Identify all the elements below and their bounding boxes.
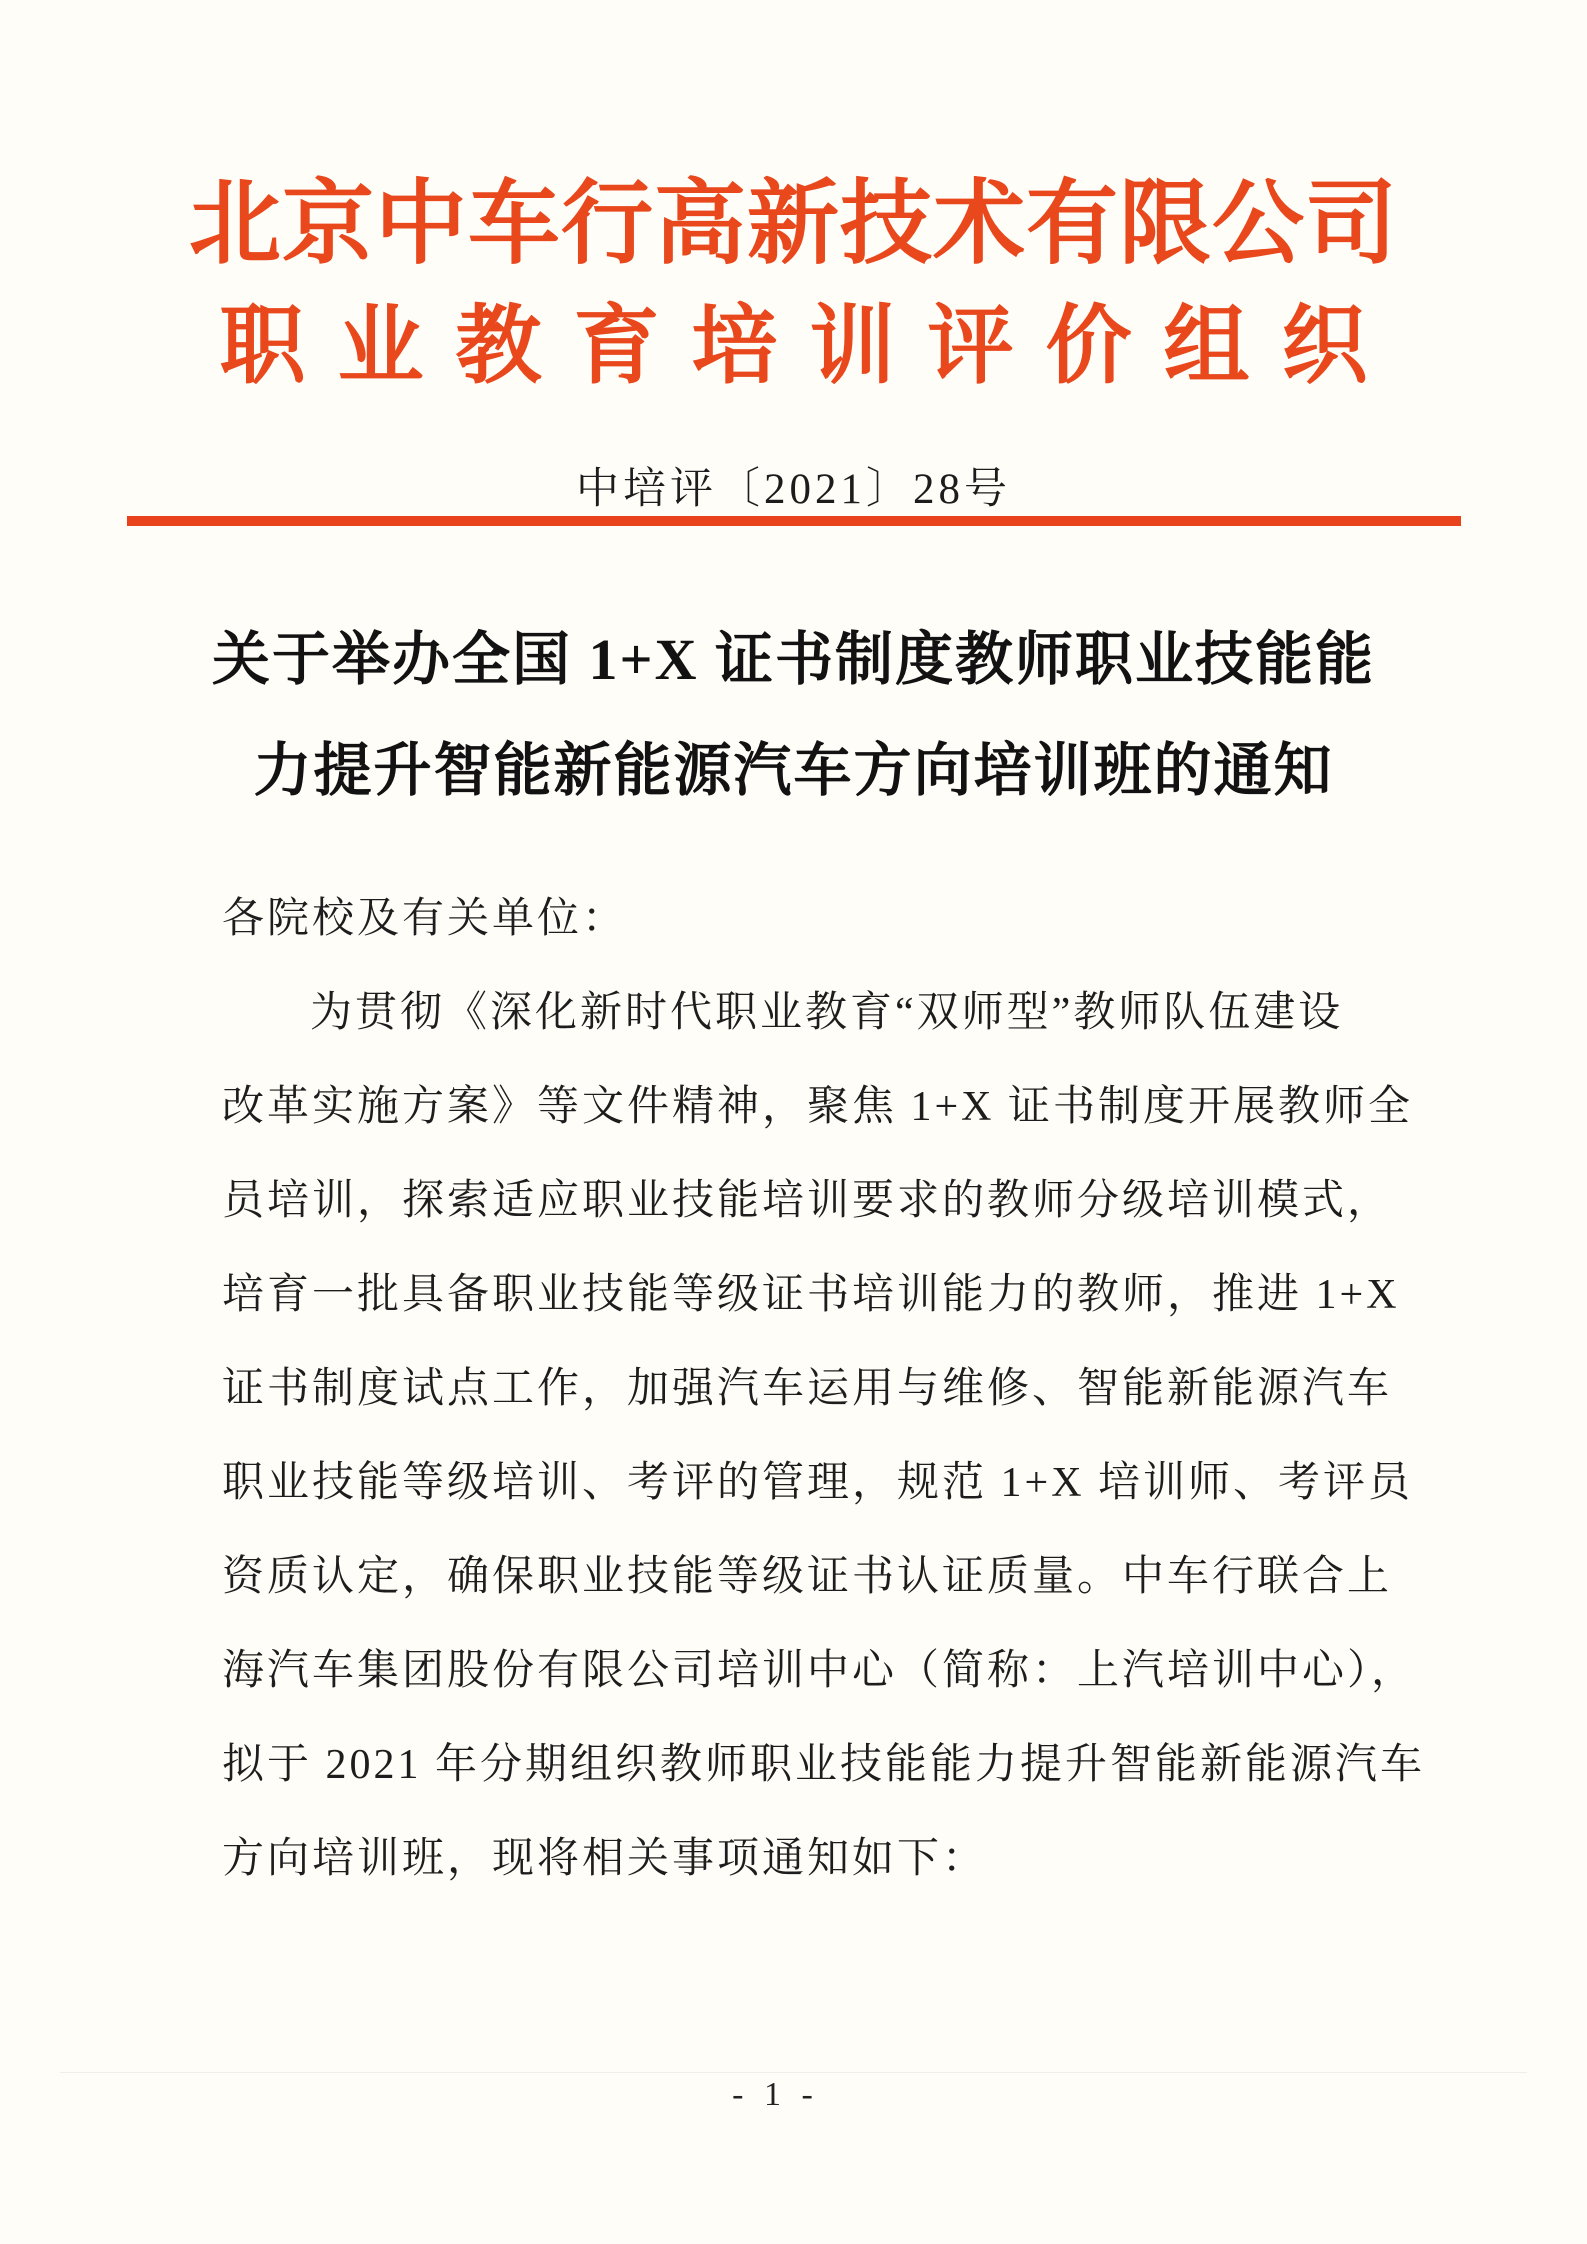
body-text-line: 员培训，探索适应职业技能培训要求的教师分级培训模式， <box>222 1178 1393 1224</box>
org-masthead <box>0 173 1587 394</box>
body-text-line: 职业技能等级培训、考评的管理，规范 1+X 培训师、考评员 <box>222 1460 1414 1506</box>
red-divider-rule <box>127 516 1461 526</box>
page-number: - 1 - <box>732 2076 819 2113</box>
body-paragraph <box>222 966 1426 1906</box>
body-text <box>222 872 1426 1906</box>
body-text-line: 培育一批具备职业技能等级证书培训能力的教师，推进 1+X <box>222 1272 1400 1318</box>
body-text-line: 为贯彻《深化新时代职业教育“双师型”教师队伍建设 <box>310 990 1344 1036</box>
org-name-line-2: 职业教育培训评价组织 <box>219 298 1400 394</box>
body-text-line: 海汽车集团股份有限公司培训中心（简称：上汽培训中心）， <box>222 1648 1417 1694</box>
body-text-line: 改革实施方案》等文件精神，聚焦 1+X 证书制度开展教师全 <box>222 1084 1414 1130</box>
notice-title-line-2: 力提升智能新能源汽车方向培训班的通知 <box>253 738 1334 803</box>
notice-title <box>0 604 1587 826</box>
body-text-line: 证书制度试点工作，加强汽车运用与维修、智能新能源汽车 <box>222 1366 1393 1412</box>
body-text-line: 资质认定，确保职业技能等级证书认证质量。中车行联合上 <box>222 1554 1393 1600</box>
doc-number: 中培评〔2021〕28号 <box>576 466 1011 513</box>
salutation-line: 各院校及有关单位： <box>222 896 628 942</box>
body-text-line: 拟于 2021 年分期组织教师职业技能能力提升智能新能源汽车 <box>222 1742 1426 1788</box>
org-name-line-1: 北京中车行高新技术有限公司 <box>188 173 1398 275</box>
footer-scan-line <box>60 2072 1527 2073</box>
body-text-line: 方向培训班，现将相关事项通知如下： <box>222 1836 988 1882</box>
notice-title-line-1: 关于举办全国 1+X 证书制度教师职业技能能 <box>212 627 1375 692</box>
